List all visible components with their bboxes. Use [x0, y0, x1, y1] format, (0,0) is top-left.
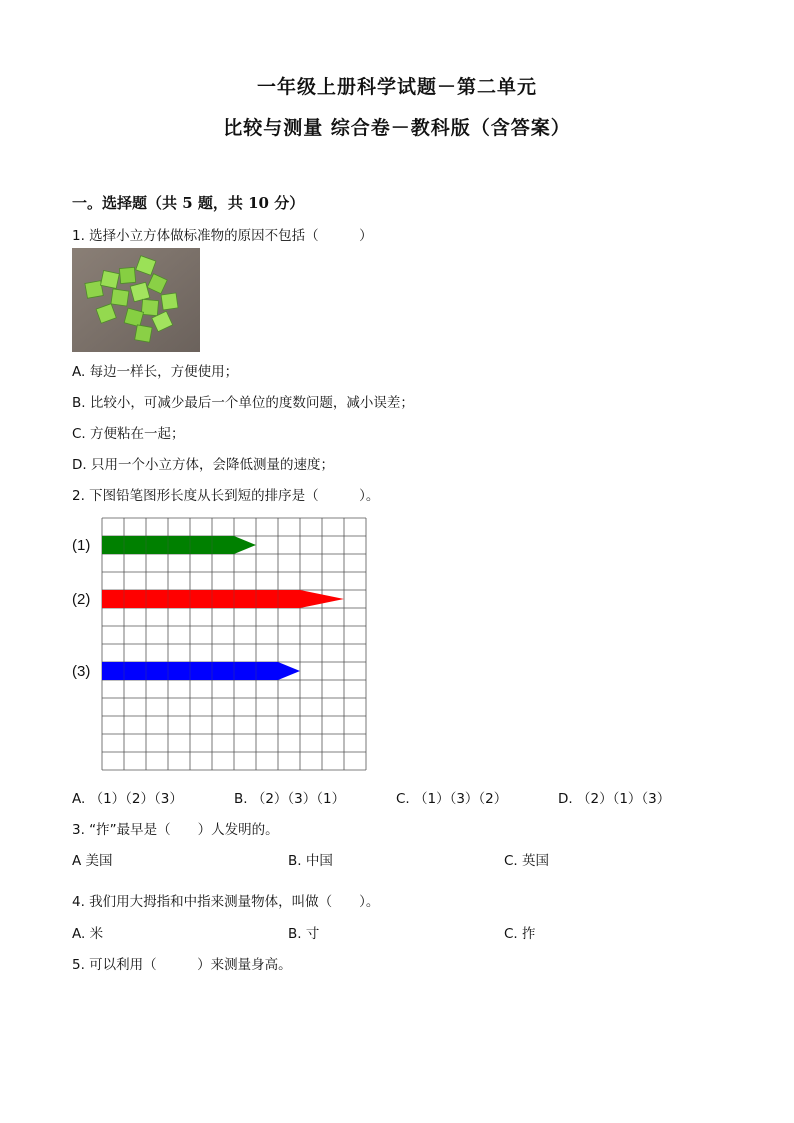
pencil-grid	[70, 516, 370, 774]
pencil-grid-figure	[70, 516, 370, 774]
question-1-option-c: C. 方便粘在一起；	[72, 426, 185, 442]
question-4-option-b: B. 寸	[288, 926, 320, 942]
pencil-label-1: (1)	[72, 537, 91, 554]
question-1-option-b: B. 比较小，可减少最后一个单位的度数问题，减小误差；	[72, 395, 414, 411]
question-1-option-d: D. 只用一个小立方体，会降低测量的速度；	[72, 457, 334, 473]
question-4-text: 4. 我们用大拇指和中指来测量物体，叫做（ ）。	[72, 894, 380, 910]
question-3-option-b: B. 中国	[288, 853, 333, 869]
question-5-text: 5. 可以利用（ ）来测量身高。	[72, 957, 292, 973]
pencil-label-3: (3)	[72, 663, 91, 680]
question-3-text: 3. “拃”最早是（ ）人发明的。	[72, 822, 279, 838]
question-4-option-a: A. 米	[72, 926, 104, 942]
green-cubes-photo-icon	[72, 248, 200, 352]
document-title-line2: 比较与测量 综合卷－教科版（含答案）	[223, 117, 571, 139]
question-1-text: 1. 选择小立方体做标准物的原因不包括（ ）	[72, 228, 373, 244]
question-1-option-a: A. 每边一样长，方便使用；	[72, 364, 239, 380]
question-2-option-b: B. （2）（3）（1）	[234, 791, 346, 807]
pencil-shape-1	[102, 536, 256, 554]
question-2-option-a: A. （1）（2）（3）	[72, 791, 183, 807]
question-3-option-a: A 美国	[72, 853, 113, 869]
question-2-option-c: C. （1）（3）（2）	[396, 791, 508, 807]
document-title-line1: 一年级上册科学试题－第二单元	[256, 76, 537, 98]
question-3-option-c: C. 英国	[504, 853, 550, 869]
pencil-label-2: (2)	[72, 591, 91, 608]
question-2-option-d: D. （2）（1）（3）	[558, 791, 671, 807]
question-4-option-c: C. 拃	[504, 926, 536, 942]
grid-lines	[102, 518, 366, 770]
question-2-text: 2. 下图铅笔图形长度从长到短的排序是（ ）。	[72, 488, 380, 504]
section-heading: 一。选择题（共 5 题，共 10 分）	[72, 194, 305, 212]
pencil-shape-3	[102, 662, 300, 680]
pencil-shape-2	[102, 590, 344, 608]
